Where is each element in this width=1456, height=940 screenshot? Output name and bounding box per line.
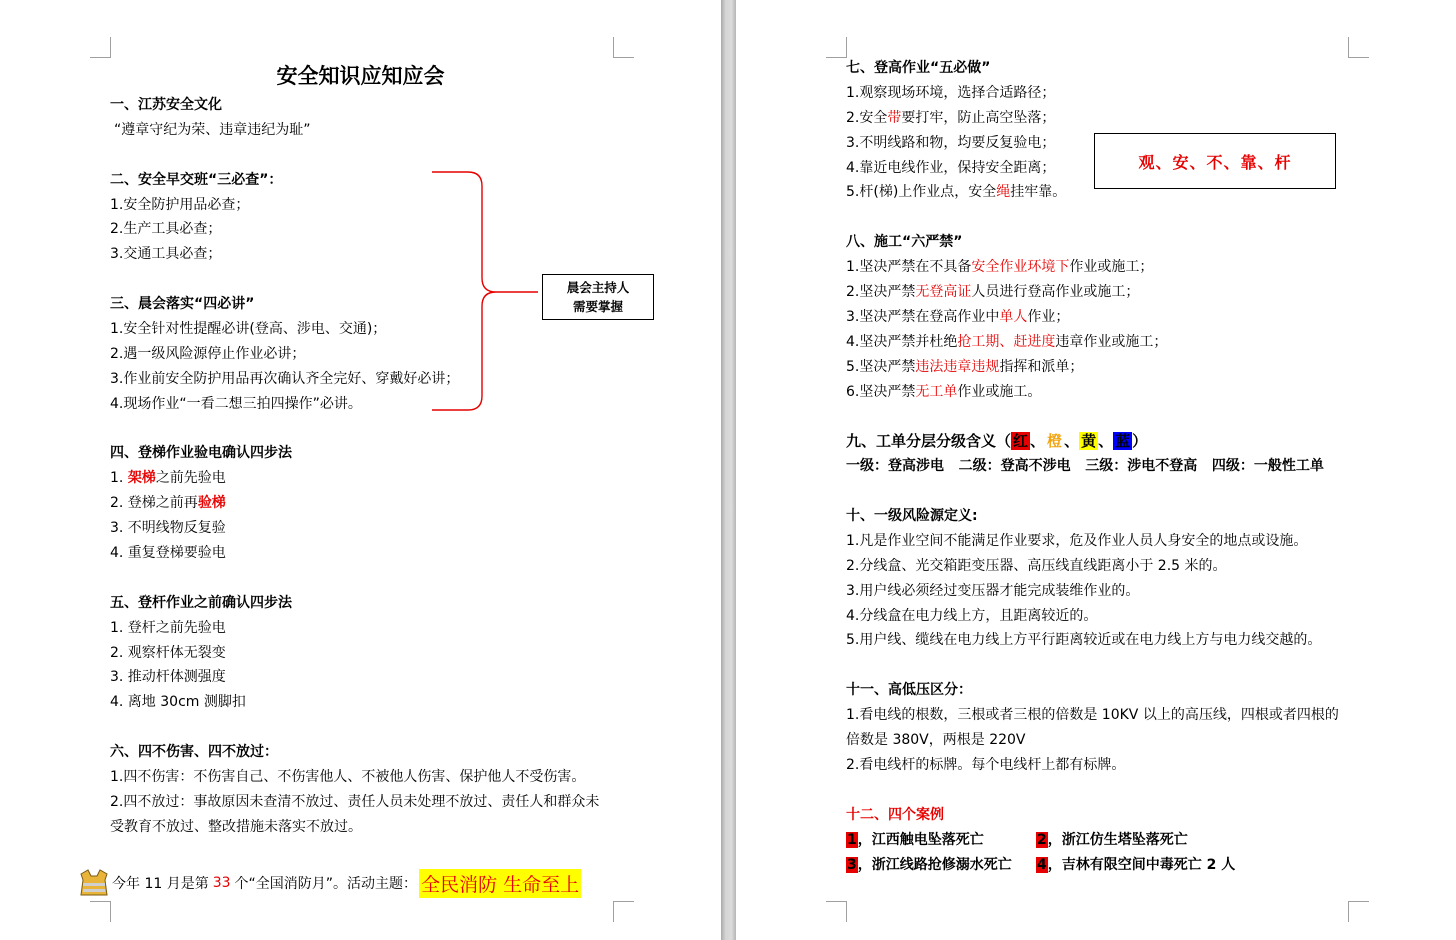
list-item: 4. 离地 30cm 测脚扣 <box>110 694 246 711</box>
list-item: 5.杆(梯)上作业点，安全绳挂牢靠。 <box>846 184 1067 201</box>
list-item: 5.用户线、缆线在电力线上方平行距离较近或在电力线上方与电力线交越的。 <box>846 632 1322 649</box>
list-item: 2.分线盒、光交箱距变压器、高压线直线距离小于 2.5 米的。 <box>846 557 1227 574</box>
right-page <box>736 0 1456 940</box>
list-item: 倍数是 380V，两根是 220V <box>846 732 1026 749</box>
crop-mark-bottom-left <box>90 901 111 922</box>
list-item: 1.安全针对性提醒必讲(登高、涉电、交通)； <box>110 321 387 338</box>
section-6-heading: 六、四不伤害、四不放过： <box>110 744 278 761</box>
list-item: 2.遇一级风险源停止作业必讲； <box>110 345 306 362</box>
list-item: 4.分线盒在电力线上方，且距离较近的。 <box>846 607 1098 624</box>
section-4-heading: 四、登梯作业验电确认四步法 <box>110 445 292 462</box>
list-item: 1. 登杆之前先验电 <box>110 619 226 636</box>
section-1-heading: 一、江苏安全文化 <box>110 97 222 113</box>
section-3-heading: 三、晨会落实“四必讲” <box>110 296 255 313</box>
list-item: 3.坚决严禁在登高作业中单人作业； <box>846 308 1070 325</box>
case-item: 3，浙江线路抢修溺水死亡 <box>847 856 1012 873</box>
list-item: 1.凡是作业空间不能满足作业要求，危及作业人员人身安全的地点或设施。 <box>846 532 1308 549</box>
list-item: 1.看电线的根数，三根或者三根的倍数是 10KV 以上的高压线，四根或者四根的 <box>846 707 1339 724</box>
list-item: 2.生产工具必查； <box>110 221 222 238</box>
list-item: 1.坚决严禁在不具备安全作业环境下作业或施工； <box>846 259 1154 276</box>
level-red-swatch: 红 <box>1013 432 1029 451</box>
section-11-heading: 十一、高低压区分： <box>846 682 972 699</box>
crop-mark-top-right <box>1348 37 1369 58</box>
list-item: 1.安全防护用品必查； <box>110 196 250 213</box>
section-10-heading: 十、一级风险源定义: <box>846 508 978 525</box>
list-item: 1. 架梯之前先验电 <box>110 470 226 487</box>
list-item: 3. 不明线物反复验 <box>110 520 226 537</box>
list-item: 3.用户线必须经过变压器才能完成装维作业的。 <box>846 582 1140 599</box>
fire-month-notice: 今年 11 月是第 33 个“全国消防月”。活动主题： 全民消防 生命至上 <box>78 866 581 900</box>
section-5-heading: 五、登杆作业之前确认四步法 <box>110 594 292 611</box>
list-item: 6.坚决严禁无工单作业或施工。 <box>846 383 1042 400</box>
list-item: 3.不明线路和物，均要反复验电； <box>846 134 1056 151</box>
page-gutter <box>721 0 736 940</box>
list-item: 5.坚决严禁违法违章违规指挥和派单； <box>846 358 1084 375</box>
crop-mark-top-left <box>90 37 111 58</box>
safety-slogan: “遵章守纪为荣、违章违纪为耻” <box>114 121 311 138</box>
case-row <box>846 853 1366 878</box>
crop-mark-bottom-left <box>826 901 847 922</box>
section-8-heading: 八、施工“六严禁” <box>846 234 963 251</box>
case-item: 2，浙江仿生塔坠落死亡 <box>1037 831 1188 848</box>
level-orange-swatch: 橙 <box>1047 432 1063 451</box>
vest-icon <box>78 868 110 898</box>
crop-mark-bottom-right <box>613 901 634 922</box>
list-item: 2. 观察杆体无裂变 <box>110 644 226 661</box>
level-blue-swatch: 蓝 <box>1115 432 1131 451</box>
bracket-shape <box>430 170 542 415</box>
list-item: 4.坚决严禁并杜绝抢工期、赶进度违章作业或施工； <box>846 333 1168 350</box>
crop-mark-top-right <box>613 37 634 58</box>
left-body <box>110 93 630 840</box>
host-note-box: 晨会主持人 需要掌握 <box>542 274 654 320</box>
section-12-heading: 十二、四个案例 <box>846 806 944 823</box>
level-yellow-swatch: 黄 <box>1081 432 1097 451</box>
list-item: 受教育不放过、整改措施未落实不放过。 <box>110 818 362 835</box>
list-item: 4.现场作业“一看二想三拍四操作”必讲。 <box>110 395 362 412</box>
list-item: 4.靠近电线作业，保持安全距离； <box>846 159 1056 176</box>
list-item: 4. 重复登梯要验电 <box>110 545 226 562</box>
level-definitions: 一级：登高涉电 二级：登高不涉电 三级：涉电不登高 四级：一般性工单 <box>846 458 1324 475</box>
case-item: 1，江西触电坠落死亡 <box>847 831 984 848</box>
case-row <box>846 828 1366 853</box>
fire-theme-highlight: 全民消防 生命至上 <box>419 869 581 898</box>
page-title: 安全知识应知应会 <box>276 64 445 88</box>
mnemonic-keywords-box: 观、安、不、靠、杆 <box>1094 133 1336 189</box>
crop-mark-bottom-right <box>1348 901 1369 922</box>
list-item: 1.观察现场环境，选择合适路径； <box>846 84 1056 101</box>
left-page <box>0 0 721 940</box>
list-item: 3. 推动杆体测强度 <box>110 669 226 686</box>
list-item: 2.看电线杆的标牌。每个电线杆上都有标牌。 <box>846 756 1126 773</box>
section-2-heading: 二、安全早交班“三必查”： <box>110 171 283 188</box>
list-item: 3.作业前安全防护用品再次确认齐全完好、穿戴好必讲； <box>110 370 460 387</box>
section-9-heading: 九、工单分层分级含义（ 红 、 橙 、 黄 、 蓝 ） <box>846 432 1148 451</box>
list-item: 1.四不伤害：不伤害自己、不伤害他人、不被他人伤害、保护他人不受伤害。 <box>110 769 586 786</box>
case-item: 4，吉林有限空间中毒死亡 2 人 <box>1037 856 1236 873</box>
list-item: 2.安全带要打牢，防止高空坠落； <box>846 109 1056 126</box>
crop-mark-top-left <box>826 37 847 58</box>
list-item: 2.四不放过：事故原因未查清不放过、责任人员未处理不放过、责任人和群众未 <box>110 793 600 810</box>
list-item: 2.坚决严禁无登高证人员进行登高作业或施工； <box>846 284 1140 301</box>
section-7-heading: 七、登高作业“五必做” <box>846 60 991 76</box>
list-item: 2. 登梯之前再验梯 <box>110 495 226 512</box>
list-item: 3.交通工具必查； <box>110 246 222 263</box>
